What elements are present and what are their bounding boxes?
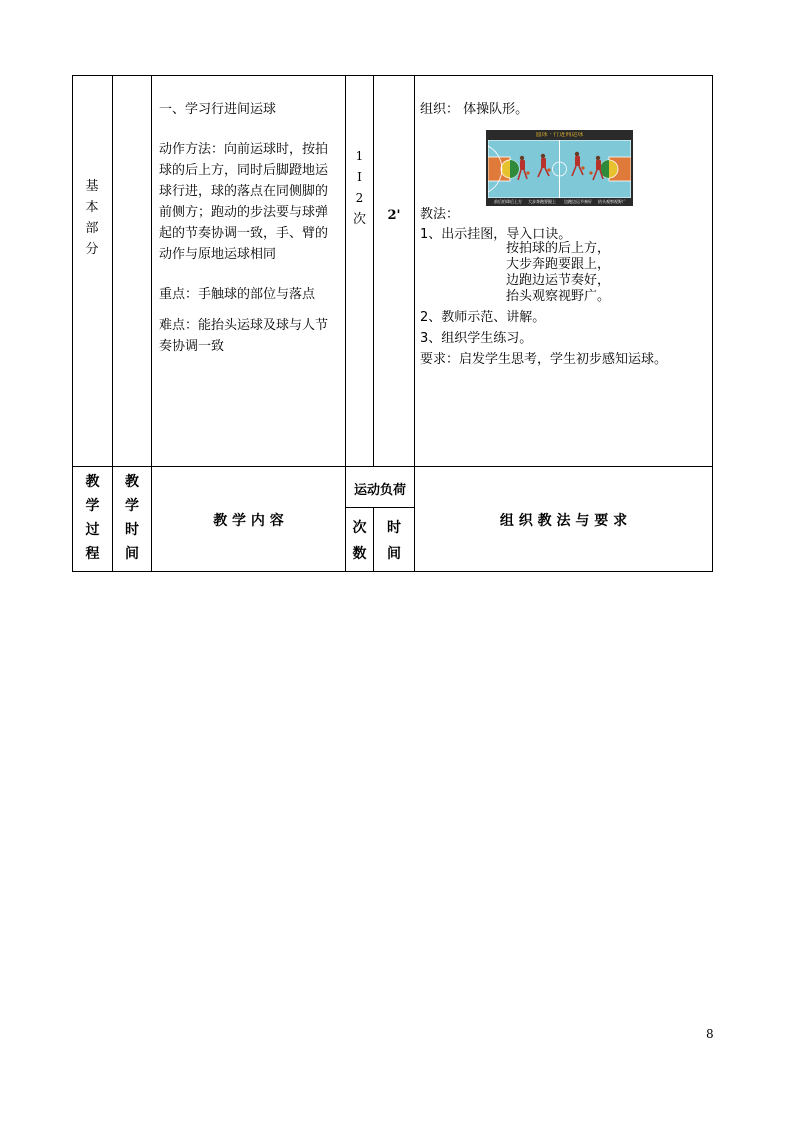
player-figure-3: [572, 152, 585, 176]
wall-chart-caption-2: 大步奔跑要跟上: [528, 199, 556, 204]
wall-chart-caption-3: 边跑边运节奏好: [564, 199, 592, 204]
org-step-2: 2、教师示范、讲解。: [420, 310, 546, 325]
table-border-bottom: [72, 571, 713, 572]
table-border-top: [72, 75, 713, 76]
load-times-4: 次: [352, 212, 366, 227]
load-times-3: 2: [355, 191, 364, 205]
load-times: [346, 146, 373, 230]
table-border-right: [712, 75, 713, 572]
page-number: 8: [706, 1027, 714, 1041]
org-method-heading: 教法：: [420, 207, 460, 222]
table-row-divider: [72, 466, 713, 467]
content-cell: [159, 99, 339, 357]
header-method: 组 织 教 法 与 要 求: [499, 513, 628, 529]
player-figure-4: [589, 156, 603, 180]
poem-line-2: 大步奔跑要跟上，: [506, 257, 611, 272]
content-title: 一、学习行进间运球: [159, 102, 277, 117]
player-figure-2: [538, 154, 551, 177]
header-time: 教 学 时 间: [125, 474, 139, 562]
col-divider-5: [414, 75, 415, 572]
section-label-char: 分: [85, 242, 99, 257]
col-divider-2: [151, 75, 152, 572]
content-key-point: 重点：手触球的部位与落点: [159, 287, 316, 302]
header-count: 次 数: [352, 520, 367, 562]
org-requirement: 要求：启发学生思考，学生初步感知运球。: [420, 352, 668, 367]
mnemonic-poem: [506, 241, 610, 305]
col-divider-4a: [373, 75, 374, 467]
poem-line-3: 边跑边运节奏好，: [506, 273, 611, 288]
load-duration: 2': [387, 208, 401, 223]
header-duration: 时 间: [387, 520, 401, 562]
wall-chart-caption-1: 前后拍球后上方: [494, 199, 522, 204]
section-label-char: 部: [85, 221, 99, 236]
header-content: 教 学 内 容: [213, 513, 284, 529]
wall-chart-caption-4: 抬头观察视野广: [598, 199, 626, 204]
section-label: [78, 176, 106, 260]
section-label-char: 本: [85, 200, 99, 215]
poem-line-4: 抬头观察视野广。: [506, 289, 611, 304]
load-times-1: 1: [355, 149, 364, 163]
player-figure-1: [518, 156, 530, 180]
content-method: 动作方法：向前运球时，按拍球的后上方，同时后脚蹬地运球行进，球的落点在同侧脚的前侧方；跑动的步法要与球弹起的节奏协调一致，手、臂的动作与原地运球相同: [159, 142, 329, 262]
section-label-char: 基: [85, 179, 99, 194]
wall-chart-image: [486, 130, 633, 206]
load-header-divider: [345, 507, 414, 508]
content-difficulty: 难点：能抬头运球及球与人节奏协调一致: [159, 318, 329, 354]
load-times-2: I: [357, 170, 362, 184]
org-formation: 组织： 体操队形。: [420, 102, 529, 117]
wall-chart-title: 篮球 · 行进间运球: [535, 131, 584, 138]
header-load: 运动负荷: [353, 483, 406, 498]
org-step-3: 3、组织学生练习。: [420, 331, 533, 346]
org-step-1: 1、出示挂图，导入口诀。: [420, 227, 572, 242]
header-process: 教 学 过 程: [85, 474, 100, 562]
basketball-court-graphic: [488, 140, 631, 198]
poem-line-1: 按拍球的后上方，: [506, 241, 611, 256]
